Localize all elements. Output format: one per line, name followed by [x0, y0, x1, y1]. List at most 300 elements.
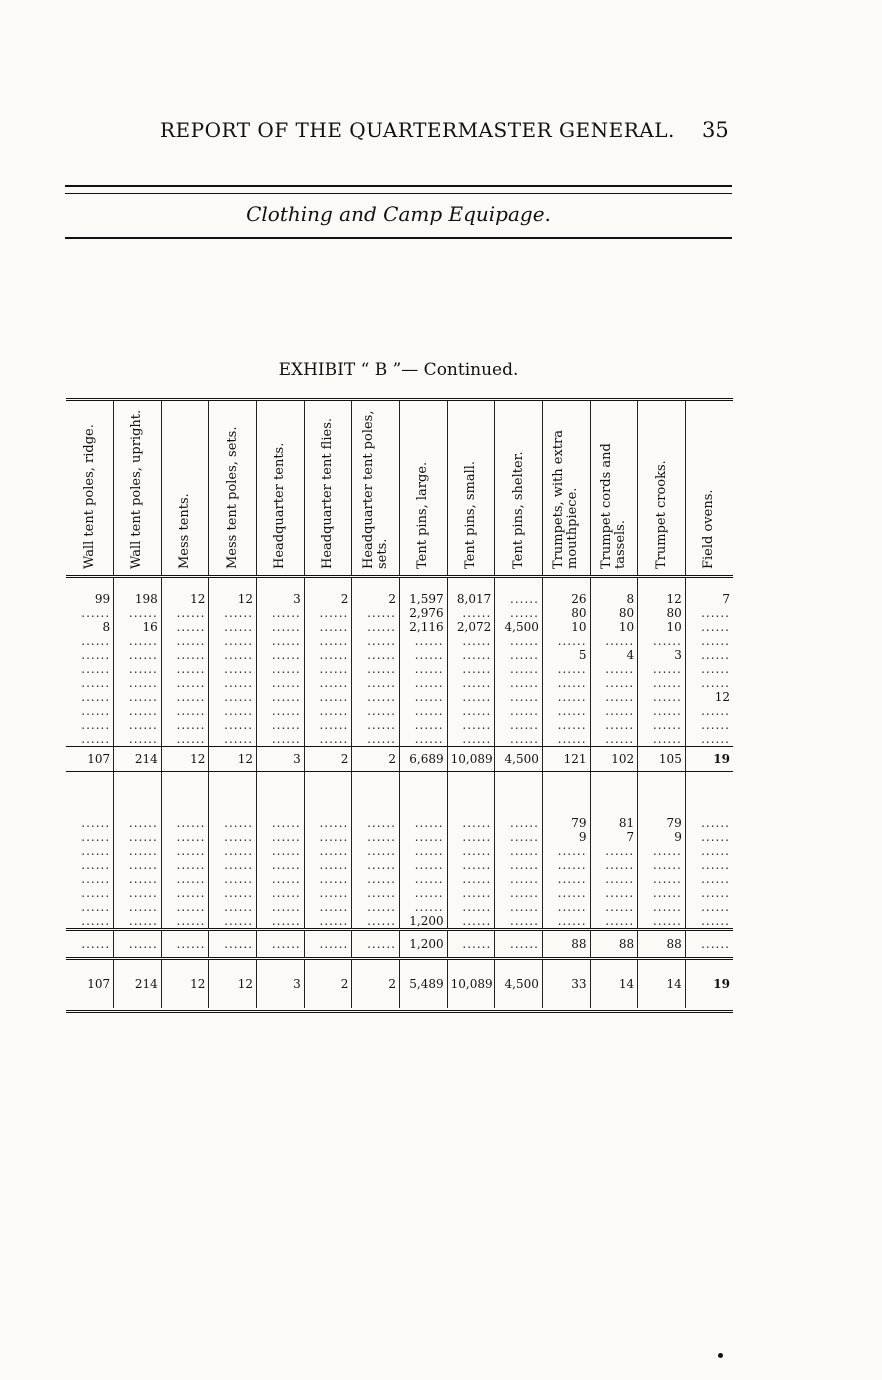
table-cell: ......	[638, 900, 686, 914]
column-header-label: Headquarter tents.	[272, 442, 288, 569]
table-cell: ......	[399, 662, 447, 676]
column-header	[114, 401, 162, 577]
table-cell: ......	[257, 900, 305, 914]
table-cell: ......	[66, 900, 114, 914]
column-header-label: Field ovens.	[701, 489, 717, 569]
table-cell: ......	[542, 900, 590, 914]
table-cell: 88	[638, 930, 686, 959]
table-cell: ......	[114, 872, 162, 886]
table-cell: ......	[257, 620, 305, 634]
table-cell: 4,500	[495, 620, 543, 634]
table-cell: ......	[352, 914, 400, 930]
table-row	[66, 676, 733, 690]
table-cell: 10,089	[447, 959, 495, 1009]
table-cell: ......	[209, 886, 257, 900]
table-cell: ......	[399, 872, 447, 886]
table-cell: ......	[161, 872, 209, 886]
table-cell: ......	[701, 914, 730, 928]
table-cell: ......	[590, 900, 638, 914]
table-cell: 4,500	[495, 747, 543, 772]
table-cell: ......	[685, 930, 733, 959]
table-cell: 1,200	[399, 930, 447, 959]
table-cell: ......	[66, 690, 114, 704]
table-cell: ......	[590, 872, 638, 886]
table-cell: ......	[304, 914, 352, 930]
table-cell	[447, 772, 495, 803]
table-cell: ......	[304, 718, 352, 732]
table-cell: ......	[352, 704, 400, 718]
table-cell: 6,689	[399, 747, 447, 772]
table-cell: ......	[399, 844, 447, 858]
table-cell: ......	[209, 930, 257, 959]
table-cell: 10	[638, 620, 686, 634]
table-cell: ......	[114, 676, 162, 690]
table-cell: ......	[399, 900, 447, 914]
table-cell: ......	[257, 872, 305, 886]
table-cell: ......	[495, 634, 543, 648]
table-cell: ......	[701, 676, 730, 690]
column-header-row	[66, 401, 733, 577]
table-bottom-rule	[66, 1010, 733, 1013]
column-header	[685, 401, 733, 577]
table-cell: 81	[590, 802, 638, 830]
table-cell: ......	[66, 606, 114, 620]
table-cell	[542, 772, 590, 803]
table-row	[66, 872, 733, 886]
table-cell	[66, 772, 114, 803]
table-cell: 19	[685, 959, 733, 1009]
table-cell: ......	[590, 844, 638, 858]
table-cell	[590, 772, 638, 803]
table-cell: 214	[114, 959, 162, 1009]
table-cell: ......	[304, 872, 352, 886]
table-cell: ......	[352, 872, 400, 886]
table-cell: 10	[542, 620, 590, 634]
column-header	[352, 401, 400, 577]
table-cell: ......	[447, 676, 495, 690]
table-cell	[257, 772, 305, 803]
table-cell: ......	[161, 690, 209, 704]
table-cell: 9	[542, 830, 590, 844]
table-cell: ......	[352, 802, 400, 830]
table-cell: ......	[542, 634, 590, 648]
table-cell: ......	[304, 886, 352, 900]
table-cell: 2	[304, 959, 352, 1009]
table-cell: ......	[542, 676, 590, 690]
table-cell: ......	[161, 662, 209, 676]
table-cell: ......	[304, 690, 352, 704]
table-row	[66, 830, 733, 844]
table-cell: ......	[257, 606, 305, 620]
table-cell: 80	[542, 606, 590, 620]
table-cell: ......	[542, 844, 590, 858]
table-cell: ......	[701, 872, 730, 886]
column-header-label: Wall tent poles, upright.	[129, 409, 145, 569]
table-row	[66, 732, 733, 747]
table-cell: ......	[638, 886, 686, 900]
header-rule-top	[65, 185, 732, 187]
section-title: Clothing and Camp Equipage.	[246, 202, 551, 226]
table-cell: ......	[114, 858, 162, 872]
table-cell: ......	[447, 900, 495, 914]
table-cell: ......	[161, 858, 209, 872]
table-cell: ......	[542, 718, 590, 732]
table-cell	[161, 772, 209, 803]
table-cell: ......	[114, 802, 162, 830]
table-cell: ......	[66, 676, 114, 690]
column-header-label: Headquarter tent poles, sets.	[360, 410, 390, 569]
table-cell: 99	[66, 577, 114, 607]
table-cell: ......	[257, 858, 305, 872]
table-cell: ......	[352, 930, 400, 959]
table-cell: ......	[590, 690, 638, 704]
table-cell: ......	[161, 930, 209, 959]
column-header-label: Trumpet cords and tassels.	[598, 443, 628, 569]
table-cell: 12	[714, 690, 730, 704]
column-header	[257, 401, 305, 577]
table-cell: ......	[399, 858, 447, 872]
table-cell: 8,017	[447, 577, 495, 607]
table-cell: 88	[542, 930, 590, 959]
table-cell: ......	[114, 886, 162, 900]
table-cell: 80	[638, 606, 686, 620]
table-cell: ......	[161, 634, 209, 648]
table-cell: ......	[495, 690, 543, 704]
table-cell: 121	[542, 747, 590, 772]
table-cell: ......	[114, 690, 162, 704]
table-cell: ......	[399, 732, 447, 747]
table-cell: 2	[304, 747, 352, 772]
table-cell: ......	[399, 704, 447, 718]
table-row	[66, 690, 733, 704]
table-cell: ......	[304, 648, 352, 662]
table-cell	[495, 772, 543, 803]
table-cell: ......	[304, 802, 352, 830]
table-cell: ......	[114, 634, 162, 648]
table-cell: 12	[161, 747, 209, 772]
table-cell: ......	[447, 802, 495, 830]
table-cell: ......	[352, 732, 400, 747]
table-cell: ......	[257, 802, 305, 830]
table-cell: ......	[495, 830, 543, 844]
table-cell: ......	[257, 830, 305, 844]
table-cell: ......	[701, 886, 730, 900]
table-cell: ......	[495, 900, 543, 914]
column-header	[495, 401, 543, 577]
table-cell: ......	[352, 662, 400, 676]
table-cell: ......	[161, 620, 209, 634]
table-cell: ......	[447, 732, 495, 747]
table-cell: ......	[66, 930, 114, 959]
table-cell: ......	[590, 704, 638, 718]
table-cell: 2,072	[447, 620, 495, 634]
table-cell	[209, 772, 257, 803]
table-cell: ......	[66, 648, 114, 662]
table-cell: ......	[257, 676, 305, 690]
table-cell: ......	[590, 732, 638, 747]
table-cell: 2	[352, 577, 400, 607]
column-header	[304, 401, 352, 577]
column-header	[66, 401, 114, 577]
table-row	[66, 662, 733, 676]
column-header-label: Tent pins, small.	[462, 460, 478, 569]
table-cell: ......	[161, 718, 209, 732]
table-cell: 12	[638, 577, 686, 607]
table-cell: ......	[495, 858, 543, 872]
table-cell: ......	[352, 858, 400, 872]
table-row	[66, 634, 733, 648]
table-cell: ......	[66, 662, 114, 676]
exhibit-title: EXHIBIT “ B ”— Continued.	[278, 360, 519, 380]
page-header-title: REPORT OF THE QUARTERMASTER GENERAL.	[160, 118, 675, 142]
table-cell: ......	[209, 690, 257, 704]
table-cell: 12	[161, 959, 209, 1009]
table-cell: 19	[685, 747, 733, 772]
table-cell: 5	[542, 648, 590, 662]
subtotal-row	[66, 930, 733, 959]
table-cell: ......	[701, 662, 730, 676]
table-row	[66, 802, 733, 830]
column-header-label: Wall tent poles, ridge.	[81, 424, 97, 569]
table-cell	[304, 772, 352, 803]
table-cell: 4	[590, 648, 638, 662]
table-cell: ......	[161, 648, 209, 662]
table-cell: ......	[447, 872, 495, 886]
table-cell: ......	[66, 844, 114, 858]
table-cell: ......	[209, 620, 257, 634]
table-cell: ......	[161, 830, 209, 844]
table-cell: ......	[209, 844, 257, 858]
table-cell: ......	[257, 844, 305, 858]
table-cell: 79	[542, 802, 590, 830]
page-speck	[718, 1353, 723, 1358]
table-cell: ......	[495, 648, 543, 662]
table-cell: 8	[590, 577, 638, 607]
table-cell: ......	[701, 648, 730, 662]
table-cell: ......	[701, 634, 730, 648]
table-cell: ......	[495, 802, 543, 830]
table-cell: ......	[257, 914, 305, 930]
section-gap	[66, 772, 733, 803]
table-cell: ......	[495, 732, 543, 747]
table-cell: 12	[209, 959, 257, 1009]
table-row	[66, 704, 733, 718]
subtitle-rule	[65, 237, 732, 239]
table-cell: ......	[114, 606, 162, 620]
table-cell: ......	[304, 620, 352, 634]
table-cell: ......	[638, 634, 686, 648]
table-cell: 10	[590, 620, 638, 634]
table-cell: ......	[542, 662, 590, 676]
table-cell: ......	[638, 690, 686, 704]
data-grid	[66, 401, 733, 1008]
table-cell: ......	[304, 900, 352, 914]
table-row	[66, 648, 733, 662]
table-cell: ......	[209, 858, 257, 872]
table-cell: 7	[685, 577, 733, 607]
table-cell: 3	[257, 959, 305, 1009]
table-cell: ......	[304, 704, 352, 718]
table-cell: 33	[542, 959, 590, 1009]
table-cell: 7	[590, 830, 638, 844]
table-cell: ......	[352, 676, 400, 690]
column-header	[590, 401, 638, 577]
table-cell: ......	[701, 844, 730, 858]
table-cell: ......	[161, 732, 209, 747]
column-header	[447, 401, 495, 577]
table-row	[66, 886, 733, 900]
table-cell: ......	[399, 648, 447, 662]
table-cell: ......	[399, 830, 447, 844]
table-cell: 4,500	[495, 959, 543, 1009]
subtotal-row	[66, 747, 733, 772]
table-cell: 2,116	[399, 620, 447, 634]
table-cell: ......	[161, 900, 209, 914]
table-cell: 1,200	[399, 914, 447, 930]
page-number: 35	[702, 118, 729, 142]
table-cell: ......	[542, 886, 590, 900]
table-cell: ......	[399, 690, 447, 704]
table-cell: ......	[66, 830, 114, 844]
table-cell: 3	[257, 577, 305, 607]
table-cell: ......	[114, 930, 162, 959]
table-cell: ......	[495, 704, 543, 718]
table-cell: ......	[447, 662, 495, 676]
table-row	[66, 620, 733, 634]
table-cell: ......	[257, 718, 305, 732]
column-header-label: Trumpets, with extra mouthpiece.	[551, 430, 581, 569]
table-cell: ......	[447, 634, 495, 648]
table-cell: 107	[66, 959, 114, 1009]
table-cell: 3	[257, 747, 305, 772]
table-cell: ......	[209, 634, 257, 648]
table-cell: ......	[542, 858, 590, 872]
table-cell: ......	[304, 732, 352, 747]
table-cell: 102	[590, 747, 638, 772]
table-cell: ......	[542, 914, 590, 930]
table-cell: ......	[495, 872, 543, 886]
table-cell: ......	[447, 690, 495, 704]
table-cell: ......	[638, 844, 686, 858]
table-cell: ......	[638, 662, 686, 676]
column-header-label: Headquarter tent flies.	[320, 418, 336, 569]
table-cell: ......	[447, 606, 495, 620]
table-cell: ......	[66, 718, 114, 732]
table-cell: ......	[590, 718, 638, 732]
table-cell: 14	[590, 959, 638, 1009]
table-cell: ......	[257, 648, 305, 662]
table-cell: ......	[701, 704, 730, 718]
table-cell: ......	[161, 886, 209, 900]
table-cell: ......	[701, 830, 730, 844]
table-cell: ......	[590, 914, 638, 930]
table-cell: ......	[352, 634, 400, 648]
table-cell: ......	[209, 676, 257, 690]
table-cell: 10,089	[447, 747, 495, 772]
table-cell: ......	[209, 732, 257, 747]
table-cell: ......	[638, 872, 686, 886]
table-row	[66, 606, 733, 620]
table-cell: ......	[304, 634, 352, 648]
table-cell: ......	[495, 718, 543, 732]
table-cell: ......	[114, 900, 162, 914]
table-cell: ......	[352, 844, 400, 858]
column-header-label: Tent pins, shelter.	[510, 451, 526, 569]
table-cell: ......	[304, 844, 352, 858]
table-cell: ......	[114, 830, 162, 844]
table-cell: ......	[209, 704, 257, 718]
table-cell: ......	[114, 844, 162, 858]
table-cell: ......	[701, 900, 730, 914]
table-cell: ......	[542, 872, 590, 886]
table-cell: ......	[447, 704, 495, 718]
table-cell: ......	[161, 704, 209, 718]
table-cell: 79	[638, 802, 686, 830]
table-cell: ......	[257, 886, 305, 900]
table-cell: ......	[638, 858, 686, 872]
table-cell: ......	[209, 718, 257, 732]
table-cell: ......	[161, 676, 209, 690]
table-cell: ......	[447, 858, 495, 872]
table-cell: ......	[495, 886, 543, 900]
table-row	[66, 577, 733, 607]
column-header	[399, 401, 447, 577]
table-cell: ......	[590, 634, 638, 648]
table-cell: 14	[638, 959, 686, 1009]
table-cell: ......	[542, 690, 590, 704]
table-cell: ......	[304, 676, 352, 690]
table-cell: ......	[701, 718, 730, 732]
table-cell: 16	[114, 620, 162, 634]
table-cell: ......	[209, 802, 257, 830]
grand-total-row	[66, 959, 733, 1009]
table-cell: ......	[66, 704, 114, 718]
table-cell: ......	[701, 732, 730, 746]
table-cell: ......	[304, 858, 352, 872]
table-cell: 105	[638, 747, 686, 772]
table-cell: 198	[114, 577, 162, 607]
table-cell: 1,597	[399, 577, 447, 607]
table-cell: ......	[352, 606, 400, 620]
table-cell: ......	[352, 886, 400, 900]
table-cell: ......	[638, 718, 686, 732]
table-cell: ......	[638, 676, 686, 690]
table-cell: ......	[447, 930, 495, 959]
table-cell: ......	[161, 914, 209, 930]
column-header	[209, 401, 257, 577]
table-cell: 214	[114, 747, 162, 772]
table-cell: 107	[66, 747, 114, 772]
table-cell: ......	[66, 914, 114, 930]
table-cell: ......	[114, 662, 162, 676]
table-cell: ......	[542, 704, 590, 718]
table-cell	[114, 772, 162, 803]
table-cell: ......	[66, 634, 114, 648]
table-cell: ......	[66, 886, 114, 900]
table-cell: ......	[257, 690, 305, 704]
table-cell: ......	[399, 718, 447, 732]
table-cell: ......	[638, 914, 686, 930]
table-cell: ......	[447, 830, 495, 844]
table-cell: ......	[701, 620, 730, 634]
table-cell: 2,976	[399, 606, 447, 620]
column-header-label: Trumpet crooks.	[653, 460, 669, 569]
table-cell	[399, 772, 447, 803]
table-cell: ......	[114, 648, 162, 662]
table-cell: ......	[257, 634, 305, 648]
table-cell: ......	[352, 830, 400, 844]
table-cell: ......	[447, 718, 495, 732]
